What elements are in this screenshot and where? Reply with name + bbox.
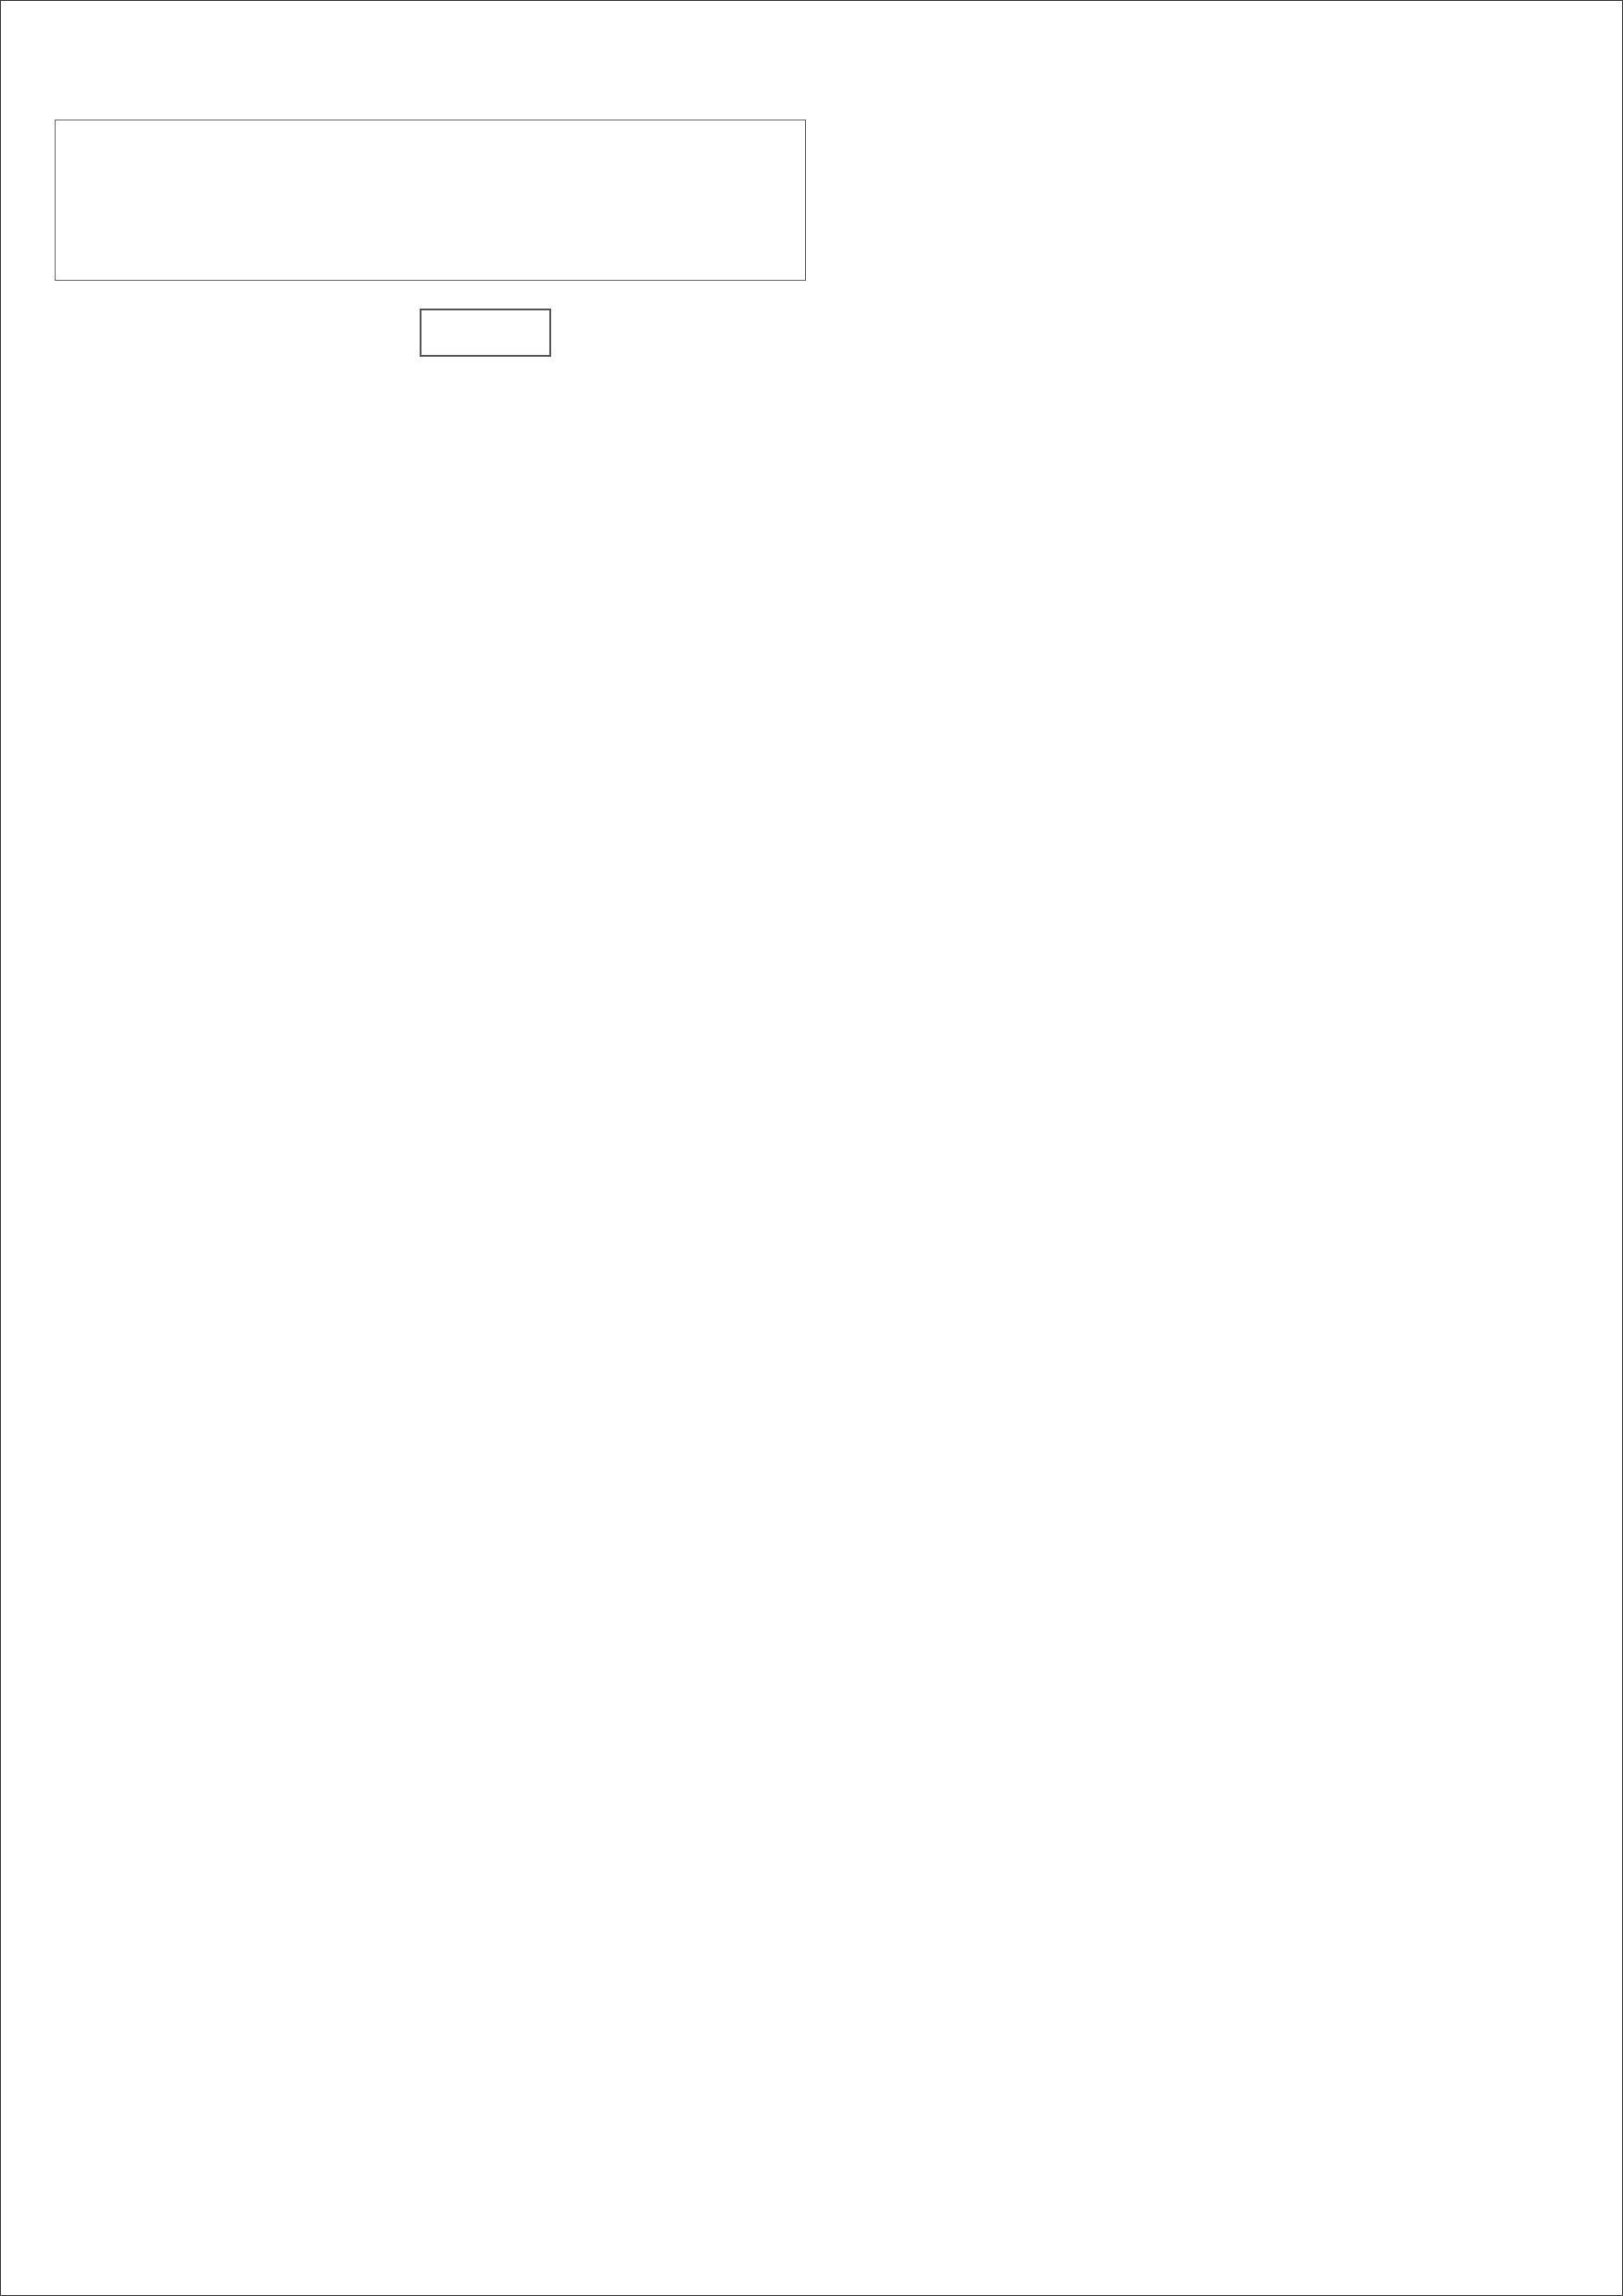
total-di-box[interactable] [420, 309, 551, 357]
title-box [55, 120, 806, 281]
